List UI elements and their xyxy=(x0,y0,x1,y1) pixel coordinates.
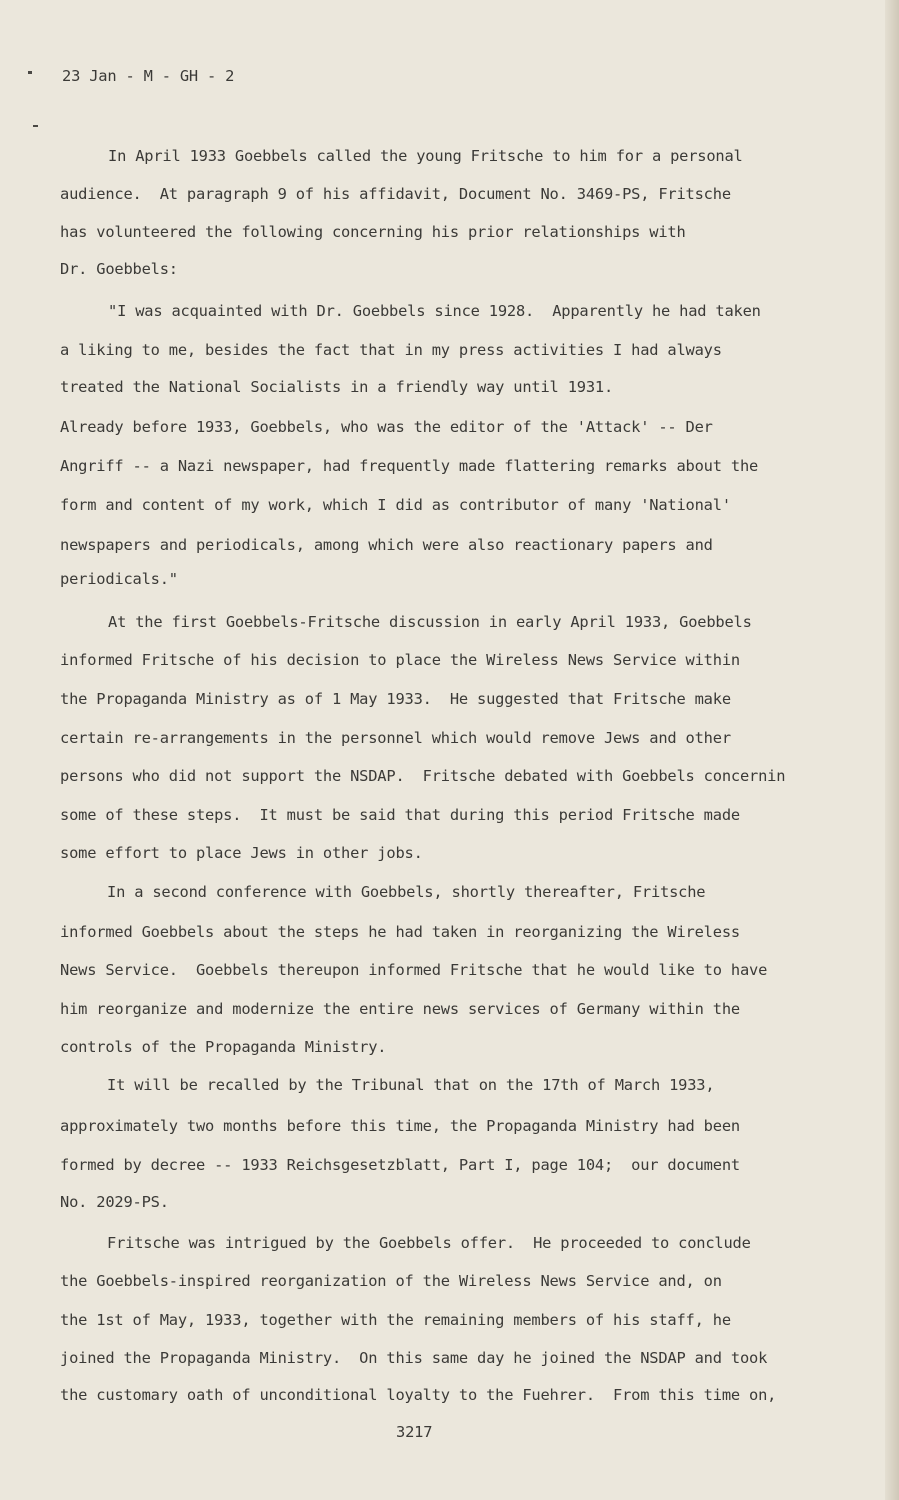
text-line: Already before 1933, Goebbels, who was the editor of the 'Attack' -- Der xyxy=(60,418,713,436)
text-line: persons who did not support the NSDAP. Fritsche debated with Goebbels concernin xyxy=(60,767,786,785)
text-line: formed by decree -- 1933 Reichsgesetzblatt, Part I, page 104; our document xyxy=(60,1156,740,1174)
text-line: form and content of my work, which I did as contributor of many 'National' xyxy=(60,496,731,514)
text-line: Dr. Goebbels: xyxy=(60,260,178,278)
text-line: Fritsche was intrigued by the Goebbels offer. He proceeded to conclude xyxy=(107,1234,751,1252)
text-line: the customary oath of unconditional loyalty to the Fuehrer. From this time on, xyxy=(60,1386,777,1404)
document-reference: 23 Jan - M - GH - 2 xyxy=(62,67,235,85)
text-line: him reorganize and modernize the entire news services of Germany within the xyxy=(60,1000,740,1018)
text-line: a liking to me, besides the fact that in my press activities I had always xyxy=(60,341,722,359)
text-line: some of these steps. It must be said that during this period Fritsche made xyxy=(60,806,740,824)
text-line: the Propaganda Ministry as of 1 May 1933. He suggested that Fritsche make xyxy=(60,690,731,708)
text-line: informed Fritsche of his decision to place the Wireless News Service within xyxy=(60,651,740,669)
text-line: controls of the Propaganda Ministry. xyxy=(60,1038,387,1056)
margin-mark xyxy=(33,125,38,127)
text-line: newspapers and periodicals, among which were also reactionary papers and xyxy=(60,536,713,554)
text-line: In April 1933 Goebbels called the young Fritsche to him for a personal xyxy=(108,147,743,165)
page-number: 3217 xyxy=(396,1423,433,1441)
text-line: audience. At paragraph 9 of his affidavit, Document No. 3469-PS, Fritsche xyxy=(60,185,731,203)
text-line: treated the National Socialists in a friendly way until 1931. xyxy=(60,378,614,396)
text-line: periodicals." xyxy=(60,570,178,588)
text-line: It will be recalled by the Tribunal that on the 17th of March 1933, xyxy=(107,1076,715,1094)
text-line: the 1st of May, 1933, together with the remaining members of his staff, he xyxy=(60,1311,731,1329)
text-line: joined the Propaganda Ministry. On this same day he joined the NSDAP and took xyxy=(60,1349,768,1367)
text-line: some effort to place Jews in other jobs. xyxy=(60,844,423,862)
text-line: has volunteered the following concerning his prior relationships with xyxy=(60,223,686,241)
text-line: At the first Goebbels-Fritsche discussion in early April 1933, Goebbels xyxy=(108,613,752,631)
text-line: the Goebbels-inspired reorganization of the Wireless News Service and, on xyxy=(60,1272,722,1290)
text-line: News Service. Goebbels thereupon informed Fritsche that he would like to have xyxy=(60,961,768,979)
text-line: In a second conference with Goebbels, shortly thereafter, Fritsche xyxy=(107,883,706,901)
text-line: "I was acquainted with Dr. Goebbels since 1928. Apparently he had taken xyxy=(108,302,761,320)
text-line: Angriff -- a Nazi newspaper, had frequently made flattering remarks about the xyxy=(60,457,759,475)
text-line: certain re-arrangements in the personnel which would remove Jews and other xyxy=(60,729,731,747)
text-line: informed Goebbels about the steps he had taken in reorganizing the Wireless xyxy=(60,923,740,941)
page-edge xyxy=(885,0,899,1500)
text-line: No. 2029-PS. xyxy=(60,1193,169,1211)
text-line: approximately two months before this time, the Propaganda Ministry had been xyxy=(60,1117,740,1135)
margin-mark xyxy=(28,71,32,74)
